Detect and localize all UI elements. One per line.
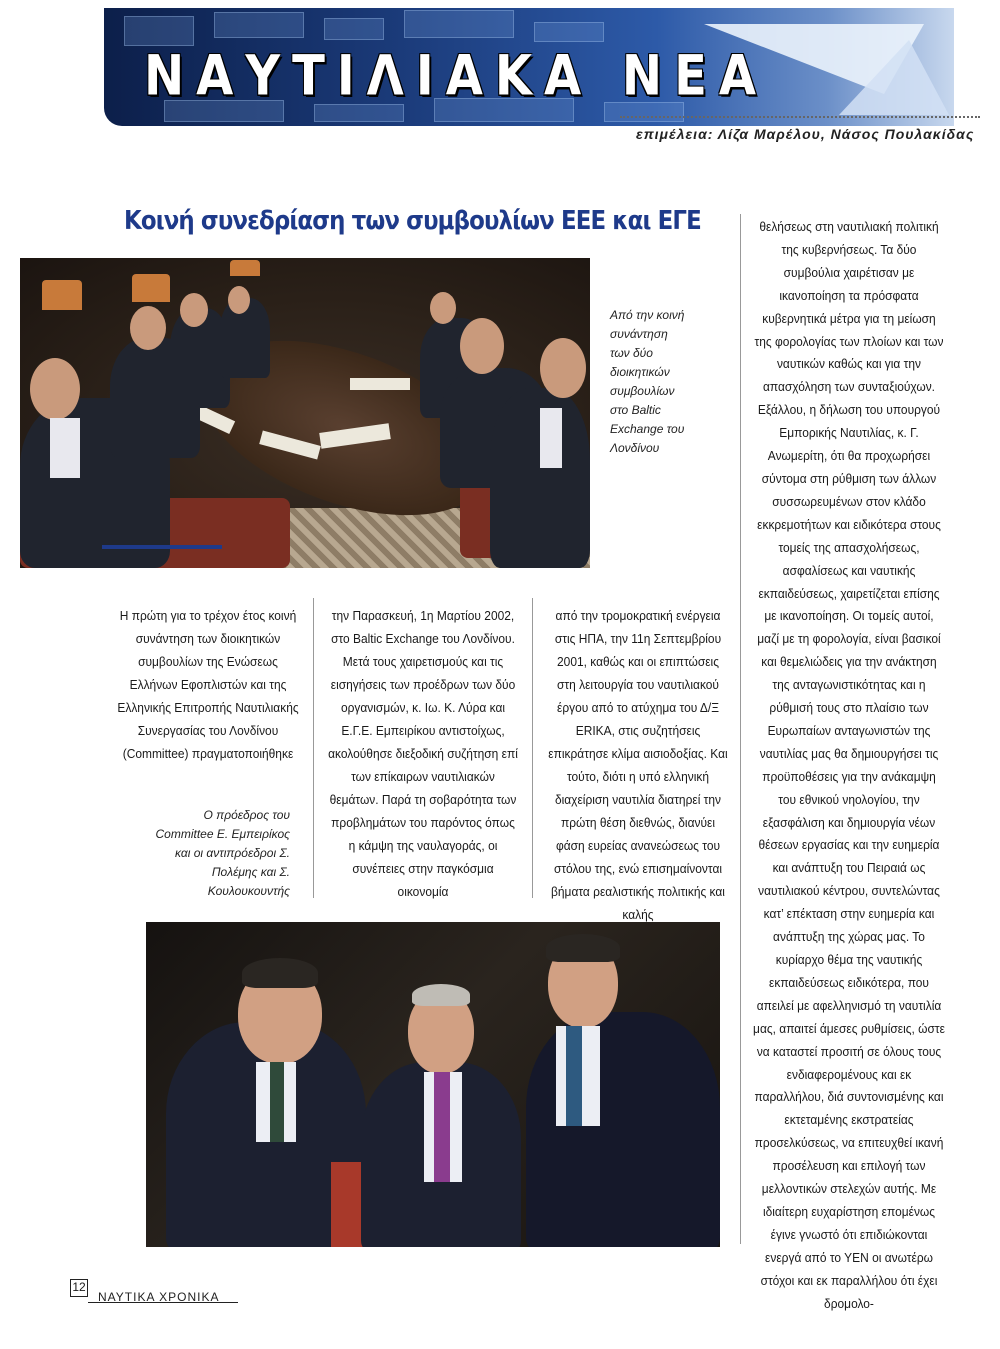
- portrait-photo-caption: Ο πρόεδρος του Committee Ε. Εμπειρίκος και οι αντιπρόεδροι Σ. Πολέμης και Σ. Κουλουκουντής: [155, 808, 290, 898]
- article-headline: Κοινή συνεδρίαση των συμβουλίων ΕΕΕ και ΕΓΕ: [124, 206, 701, 236]
- article-column-1: Η πρώτη για το τρέχον έτος κοινή συνάντηση των διοικητικών συμβουλίων της Ενώσεως Ελλήνων Εφοπλιστών και της Ελληνικής Επιτροπής Ναυτιλιακής Συνεργασίας του Λονδίνου (Committee) πραγματοποιήθηκε: [117, 608, 299, 761]
- section-title: ΝΑΥΤΙΛΙΑΚΑ ΝΕΑ: [144, 44, 768, 109]
- column-divider: [313, 598, 314, 898]
- page-number: 12: [70, 1279, 88, 1297]
- meeting-photo: [20, 258, 590, 568]
- article-column-2: την Παρασκευή, 1η Μαρτίου 2002, στο Baltic Exchange του Λονδίνου. Μετά τους χαιρετισμούς και τις εισηγήσεις των προέδρων των δύο οργανισμών, κ. Ιω. Κ. Λύρα και Ε.Γ.Ε. Εμπειρίκου αντιστοίχως, ακολούθησε διεξοδική συζήτηση επί των επίκαιρων ναυτιλιακών θεμάτων. Παρά τη σοβαρότητα των προβλημάτων του παρόντος όπως η κάμψη της ναυλαγοράς, οι συνέπειες στην παγκόσμια οικονομία: [328, 608, 518, 899]
- section-banner: [104, 8, 954, 126]
- officials-photo: [146, 922, 720, 1247]
- editor-credit: επιμέλεια: Λίζα Μαρέλου, Νάσος Πουλακίδας: [636, 126, 975, 142]
- column-divider: [532, 598, 533, 898]
- meeting-photo-caption: Από την κοινή συνάντηση των δύο διοικητικών συμβουλίων στο Baltic Exchange του Λονδίνου: [610, 308, 685, 455]
- article-column-4: θελήσεως στη ναυτιλιακή πολιτική της κυβερνήσεως. Τα δύο συμβούλια χαιρέτισαν με ικανοποίηση τα πρόσφατα κυβερνητικά μέτρα για τη μείωση της φορολογίας των πλοίων και των ναυτικών καθώς και για την απασχόληση των συνταξιούχων. Εξάλλου, η δήλωση του υπουργού Εμπορικής Ναυτιλίας, κ. Γ. Ανωμερίτη, ότι θα προχωρήσει σύντομα στη ρύθμιση των άλλων συσσωρευμένων στον κλάδο εκκρεμοτήτων και ειδικότερα στους τομείς της απασχολήσεως, ασφαλίσεως και ναυτικής εκπαιδεύσεως, χαιρετίζεται επίσης με ικανοποίηση. Οι τομείς αυτοί, μαζί με τη φορολογία, είναι βασικοί και θεμελιώδεις για την ανάκτηση της ανταγωνιστικότητας και η ρύθμισή τους στο πλαίσιο των Ευρωπαίων ανταγωνιστών της ναυτιλίας μας θα δημιουργήσει τις προϋποθέσεις για την ανάκαμψη του εθνικού νηολογίου, την εξασφάλιση και δημιουργία νέων θέσεων εργασίας και την ευημερία και ανάπτυξη του Πειραιά ως ναυτιλιακού κέντρου, συντελώντας κατ’ επέκταση στην ευημερία και ανάπτυξη της χώρας μας. Το κυρίαρχο θέμα της ναυτικής εκπαιδεύσεως ειδικότερα, που απειλεί με αφελληνισμό τη ναυτιλία μας, απαιτεί άμεσες ρυθμίσεις, ώστε να καταστεί προσιτή σε όλους τους ενδιαφερομένους και εκ παραλλήλου, διά συντονισμένης και εκτεταμένης εκστρατείας προσελκύσεως, να επιτευχθεί ικανή προσέλευση και επιλογή των μελλοντικών στελεχών αυτής. Με ιδιαίτερη ευχαρίστηση επομένως έγινε γνωστό ότι επιδιώκονται ενεργά από το ΥΕΝ οι ανωτέρω στόχοι και εκ παραλλήλου ότι έχει δρομολο-: [753, 219, 945, 1311]
- accent-bar: [102, 545, 222, 549]
- article-column-3: από την τρομοκρατική ενέργεια στις ΗΠΑ, την 11η Σεπτεμβρίου 2001, καθώς και οι επιπτώσεις στη λειτουργία του ναυτιλιακού έργου από το ατύχημα του Δ/Ξ ERIKA, στις συζητήσεις επικράτησε κλίμα αισιοδοξίας. Και τούτο, διότι η υπό ελληνική διαχείριση ναυτιλία διατηρεί την πρώτη θέση διεθνώς, διανύει φάση ευρείας ανανεώσεως του στόλου της, ενώ επισημαίνονται βήματα ρεαλιστικής πολιτικής και καλής: [548, 608, 728, 922]
- credit-divider: [620, 116, 980, 118]
- magazine-name: ΝΑΥΤΙΚΑ ΧΡΟΝΙΚΑ: [98, 1290, 220, 1304]
- column-divider: [740, 214, 741, 1244]
